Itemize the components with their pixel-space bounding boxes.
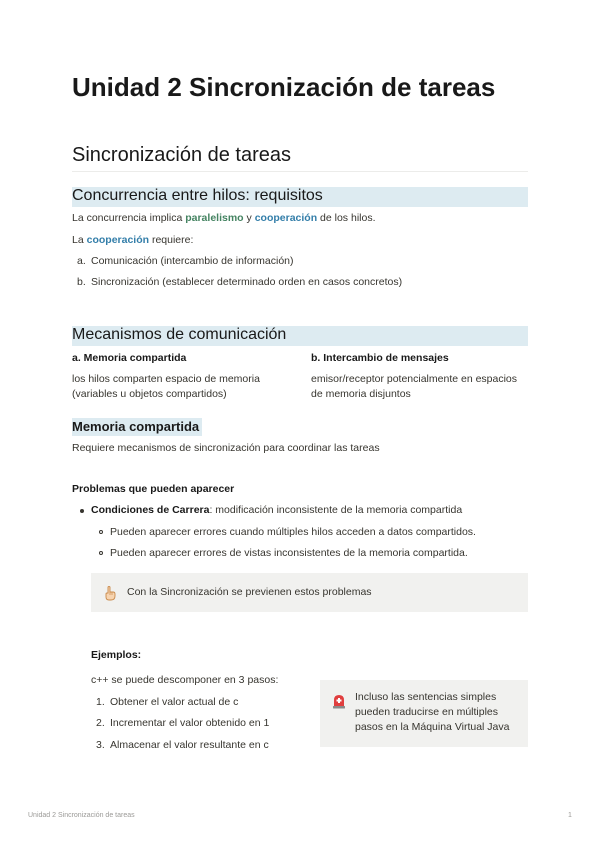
jvm-callout-line-1: Incluso las sentencias simples [355, 691, 497, 703]
step-text: Incrementar el valor obtenido en 1 [110, 717, 270, 729]
list-marker-b: b. [77, 276, 86, 288]
footer-title: Unidad 2 Sincronización de tareas [28, 812, 135, 819]
cooperation-requires [72, 233, 193, 248]
sync-callout-text: Con la Sincronización se previenen estos problemas [127, 586, 372, 598]
list-item-communication: Comunicación (intercambio de información) [91, 255, 294, 267]
shared-memory-heading: Memoria compartida [72, 419, 200, 434]
race-subitem-2: Pueden aparecer errores de vistas inconsistentes de la memoria compartida. [110, 547, 468, 559]
sync-callout [91, 573, 528, 612]
step-number: 2. [96, 717, 105, 729]
jvm-callout [320, 680, 528, 747]
shared-memory-desc-1: los hilos comparten espacio de memoria [72, 373, 260, 385]
section-divider [72, 171, 528, 172]
step-text: Almacenar el valor resultante en c [110, 739, 269, 751]
step-text: Obtener el valor actual de c [110, 696, 239, 708]
intro-text: La concurrencia implica [72, 212, 186, 224]
shared-memory-text: Requiere mecanismos de sincronización para coordinar las tareas [72, 442, 380, 454]
siren-icon [332, 693, 346, 714]
section-title: Sincronización de tareas [72, 144, 292, 166]
message-passing-desc-2: de memoria disjuntos [311, 388, 411, 400]
requires-suffix: requiere: [149, 234, 194, 246]
jvm-callout-line-2: pueden traducirse en múltiples [355, 706, 499, 718]
mechanisms-heading: Mecanismos de comunicación [72, 326, 287, 343]
concurrency-heading: Concurrencia entre hilos: requisitos [72, 187, 323, 204]
intro-and: y [243, 212, 255, 224]
page-title: Unidad 2 Sincronización de tareas [72, 72, 496, 102]
step-number: 1. [96, 696, 105, 708]
cooperacion-term: cooperación [254, 212, 318, 224]
step-number: 3. [96, 739, 105, 751]
page-number: 1 [568, 812, 572, 819]
cooperacion-term-2: cooperación [86, 234, 150, 246]
requires-prefix: La [72, 234, 87, 246]
race-conditions-label: Condiciones de Carrera [91, 504, 210, 516]
message-passing-desc-1: emisor/receptor potencialmente en espacios [311, 373, 518, 385]
jvm-callout-line-3: pasos en la Máquina Virtual Java [355, 721, 510, 733]
bullet-ring [99, 530, 103, 534]
examples-title: Ejemplos: [91, 649, 142, 661]
paralelismo-term: paralelismo [185, 212, 244, 224]
examples-intro: c++ se puede descomponer en 3 pasos: [91, 674, 279, 686]
race-conditions-item [91, 503, 462, 518]
shared-memory-column-title: a. Memoria compartida [72, 352, 187, 364]
intro-end: de los hilos. [317, 212, 376, 224]
hand-point-icon [102, 585, 118, 606]
list-item-synchronization: Sincronización (establecer determinado orden en casos concretos) [91, 276, 403, 288]
bullet-dot [80, 509, 84, 513]
message-passing-column-title: b. Intercambio de mensajes [311, 352, 449, 364]
bullet-ring [99, 551, 103, 555]
race-conditions-text: : modificación inconsistente de la memoria compartida [209, 504, 463, 516]
shared-memory-desc-2: (variables u objetos compartidos) [72, 388, 227, 400]
concurrency-intro [72, 211, 376, 226]
list-marker-a: a. [77, 255, 86, 267]
race-subitem-1: Pueden aparecer errores cuando múltiples hilos acceden a datos compartidos. [110, 526, 476, 538]
problems-title: Problemas que pueden aparecer [72, 483, 235, 495]
